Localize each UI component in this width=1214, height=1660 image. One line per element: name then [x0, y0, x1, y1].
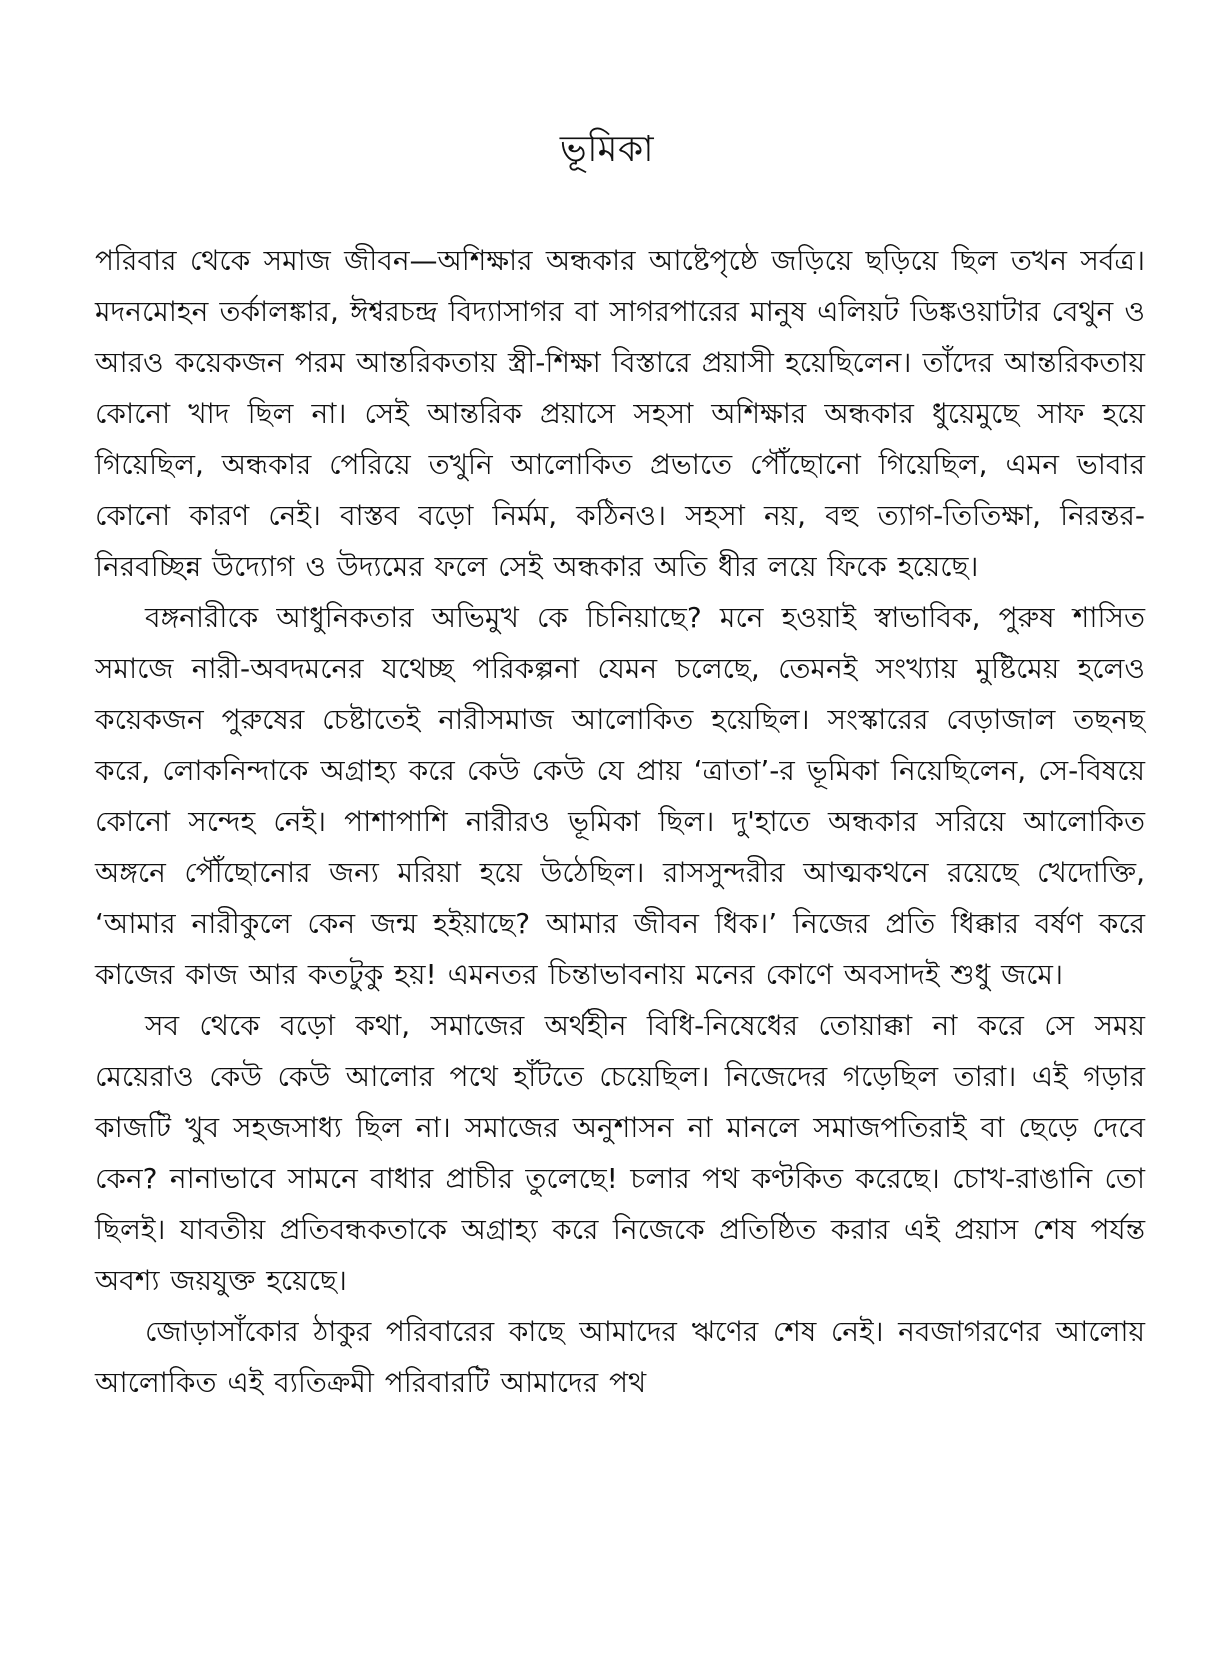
paragraph-3: সব থেকে বড়ো কথা, সমাজের অর্থহীন বিধি-নিষেধের তোয়াক্কা না করে সে সময় মেয়েরাও কেউ কেউ আলোর পথে হাঁটতে চেয়েছিল। নিজেদের গড়েছিল তারা। এই গড়ার কাজটি খুব সহজসাধ্য ছিল না। সমাজের অনুশাসন না মানলে সমাজপতিরাই বা ছেড়ে দেবে কেন? নানাভাবে সামনে বাধার প্রাচীর তুলেছে! চলার পথ কণ্টকিত করেছে। চোখ-রাঙানি তো ছিলই। যাবতীয় প্রতিবন্ধকতাকে অগ্রাহ্য করে নিজেকে প্রতিষ্ঠিত করার এই প্রয়াস শেষ পর্যন্ত অবশ্য জয়যুক্ত হয়েছে। [95, 1009, 1145, 1297]
paragraph-1: পরিবার থেকে সমাজ জীবন—অশিক্ষার অন্ধকার আষ্টেপৃষ্ঠে জড়িয়ে ছড়িয়ে ছিল তখন সর্বত্র। মদনমোহন তর্কালঙ্কার, ঈশ্বরচন্দ্র বিদ্যাসাগর বা সাগরপারের মানুষ এলিয়ট ডিঙ্কওয়াটার বেথুন ও আরও কয়েকজন পরম আন্তরিকতায় স্ত্রী-শিক্ষা বিস্তারে প্রয়াসী হয়েছিলেন। তাঁদের আন্তরিকতায় কোনো খাদ ছিল না। সেই আন্তরিক প্রয়াসে সহসা অশিক্ষার অন্ধকার ধুয়েমুছে সাফ হয়ে গিয়েছিল, অন্ধকার পেরিয়ে তখুনি আলোকিত প্রভাতে পৌঁছোনো গিয়েছিল, এমন ভাবার কোনো কারণ নেই। বাস্তব বড়ো নির্মম, কঠিনও। সহসা নয়, বহু ত্যাগ-তিতিক্ষা, নিরন্তর-নিরবচ্ছিন্ন উদ্যোগ ও উদ্যমের ফলে সেই অন্ধকার অতি ধীর লয়ে ফিকে হয়েছে। [95, 244, 1145, 583]
paragraph-4: জোড়াসাঁকোর ঠাকুর পরিবারের কাছে আমাদের ঋণের শেষ নেই। নবজাগরণের আলোয় আলোকিত এই ব্যতিক্রমী পরিবারটি আমাদের পথ [95, 1315, 1145, 1399]
page-title: ভূমিকা [559, 129, 655, 170]
document-body [95, 235, 1145, 1408]
paragraph-2: বঙ্গনারীকে আধুনিকতার অভিমুখ কে চিনিয়াছে? মনে হওয়াই স্বাভাবিক, পুরুষ শাসিত সমাজে নারী-অবদমনের যথেচ্ছ পরিকল্পনা যেমন চলেছে, তেমনই সংখ্যায় মুষ্টিমেয় হলেও কয়েকজন পুরুষের চেষ্টাতেই নারীসমাজ আলোকিত হয়েছিল। সংস্কারের বেড়াজাল তছনছ করে, লোকনিন্দাকে অগ্রাহ্য করে কেউ কেউ যে প্রায় ‘ত্রাতা’-র ভূমিকা নিয়েছিলেন, সে-বিষয়ে কোনো সন্দেহ নেই। পাশাপাশি নারীরও ভূমিকা ছিল। দু'হাতে অন্ধকার সরিয়ে আলোকিত অঙ্গনে পৌঁছোনোর জন্য মরিয়া হয়ে উঠেছিল। রাসসুন্দরীর আত্মকথনে রয়েছে খেদোক্তি, ‘আমার নারীকুলে কেন জন্ম হইয়াছে? আমার জীবন ধিক।’ নিজের প্রতি ধিক্কার বর্ষণ করে কাজের কাজ আর কতটুকু হয়! এমনতর চিন্তাভাবনায় মনের কোণে অবসাদই শুধু জমে। [95, 601, 1145, 991]
